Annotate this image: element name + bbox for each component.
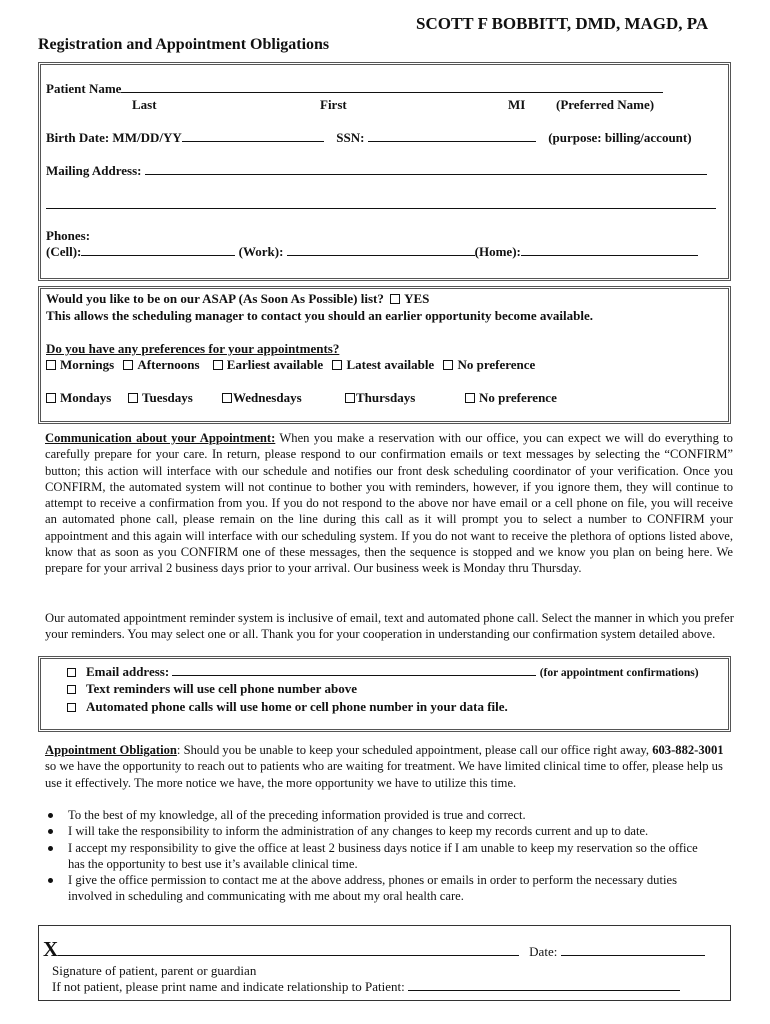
date-label: Date: (529, 944, 558, 959)
no-preference-time-checkbox[interactable] (443, 360, 453, 370)
pref-thursdays[interactable] (345, 390, 415, 406)
earliest-checkbox[interactable] (213, 360, 223, 370)
sub-label-mi: MI (508, 97, 526, 112)
no-preference-day-checkbox[interactable] (465, 393, 475, 403)
phone-reminder-row (67, 699, 508, 715)
sub-label-preferred: (Preferred Name) (556, 97, 655, 112)
pref-mornings[interactable] (46, 357, 114, 372)
email-note: (for appointment confirmations) (539, 667, 699, 679)
acknowledgement-item: I will take the responsibility to inform the administration of any changes to keep my records current and up to date. (45, 823, 715, 839)
pref-wednesdays[interactable] (222, 390, 302, 406)
afternoons-checkbox[interactable] (123, 360, 133, 370)
tuesdays-checkbox[interactable] (128, 393, 138, 403)
pref-tuesdays[interactable] (128, 390, 193, 406)
cell-phone-field[interactable] (81, 254, 235, 256)
patient-name-field[interactable] (121, 91, 663, 93)
cell-label: (Cell): (46, 244, 82, 259)
pref-no-preference-day[interactable] (465, 390, 557, 406)
relationship-field[interactable] (408, 989, 680, 991)
asap-yes-label: YES (404, 291, 430, 306)
text-reminder-checkbox[interactable] (67, 685, 76, 694)
sub-label-last: Last (132, 97, 157, 112)
signature-caption: Signature of patient, parent or guardian (52, 963, 257, 978)
ssn-label: SSN: (336, 130, 365, 145)
mailing-address-field-1[interactable] (145, 173, 707, 175)
obligation-rest: so we have the opportunity to reach out to patients who are waiting for treatment. We have limited clinical time to offer, please help us use it effectively. The more notice we have, the more opportunity we have to utilize this time. (45, 759, 723, 790)
acknowledgement-list (45, 807, 715, 905)
pref-latest[interactable] (332, 357, 434, 372)
home-phone-field[interactable] (521, 254, 698, 256)
office-phone: 603-882-3001 (652, 743, 724, 757)
mondays-label: Mondays (60, 390, 112, 405)
asap-question: Would you like to be on our ASAP (As Soon As Possible) list? (46, 291, 384, 306)
mailing-label: Mailing Address: (46, 163, 142, 178)
asap-explain: This allows the scheduling manager to contact you should an earlier opportunity become available. (46, 308, 593, 323)
preferences-heading: Do you have any preferences for your appointments? (46, 341, 340, 356)
signature-x-mark: X (43, 937, 59, 961)
wednesdays-label: Wednesdays (233, 390, 302, 405)
thursdays-checkbox[interactable] (345, 393, 355, 403)
mailing-address-field-2[interactable] (46, 208, 716, 209)
communication-heading: Communication about your Appointment: (45, 431, 276, 445)
pref-no-preference-time[interactable] (443, 357, 535, 372)
signature-row (43, 937, 705, 962)
practice-name: SCOTT F BOBBITT, DMD, MAGD, PA (416, 14, 709, 33)
birth-date-label: Birth Date: MM/DD/YY (46, 130, 182, 145)
latest-checkbox[interactable] (332, 360, 342, 370)
obligation-heading: Appointment Obligation (45, 743, 177, 757)
work-phone-field[interactable] (287, 254, 475, 256)
relationship-label: If not patient, please print name and indicate relationship to Patient: (52, 979, 405, 994)
phone-call-label: Automated phone calls will use home or cell phone number in your data file. (86, 699, 508, 714)
email-label: Email address: (86, 664, 170, 679)
signature-field[interactable] (58, 954, 519, 956)
no-preference-day-label: No preference (479, 390, 557, 405)
earliest-label: Earliest available (226, 357, 324, 372)
communication-paragraph (45, 430, 733, 577)
acknowledgement-item: To the best of my knowledge, all of the preceding information provided is true and correct. (45, 807, 715, 823)
email-checkbox[interactable] (67, 668, 76, 677)
patient-name-label: Patient Name (46, 81, 122, 96)
afternoons-label: Afternoons (137, 357, 200, 372)
sub-label-first: First (320, 97, 347, 112)
reminder-paragraph: Our automated appointment reminder system is inclusive of email, text and automated phone call. Select the manner in which you prefer your reminders. You may select one or all. Thank you for your cooperation in understanding our confirmation system detailed above. (45, 611, 734, 642)
acknowledgement-item: I accept my responsibility to give the office at least 2 business days notice if I am unable to keep my reservation so the office has the opportunity to best use it’s available clinical time. (45, 840, 715, 873)
text-reminder-row (67, 681, 357, 697)
home-label: (Home): (474, 244, 521, 259)
time-preference-row (46, 357, 535, 373)
email-address-field[interactable] (172, 674, 536, 676)
birth-date-field[interactable] (182, 140, 324, 142)
email-reminder-row (67, 664, 699, 680)
wednesdays-checkbox[interactable] (222, 393, 232, 403)
phone-call-checkbox[interactable] (67, 703, 76, 712)
thursdays-label: Thursdays (356, 390, 416, 405)
mornings-label: Mornings (60, 357, 115, 372)
date-field[interactable] (561, 954, 705, 956)
pref-afternoons[interactable] (123, 357, 199, 372)
communication-body: When you make a reservation with our office, you can expect we will do everything to carefully prepare for your care. In return, please respond to our confirmation emails or text messages by selecting the “CONFIRM” button; this action will interface with our schedule and notifies our front desk scheduling coordinator of your verification. Once you CONFIRM, the automated system will not continue to bother you with reminders, however, if you ignore them, they will continue to attempt to receive a confirmation from you. If you do not respond to the above nor have email or a cell phone on file, you will receive an automated phone call, please remain on the line during this call as it will prompt you to select a number to CONFIRM your appointment and this again will interface with our scheduling system. If you do not want to receive the plethora of options listed above, know that as soon as you CONFIRM one of these messages, then the sequence is stopped and we know you plan on being here. We prepare for your arrival 2 business days prior to your arrival. Our business week is Monday thru Thursday. (45, 431, 733, 576)
tuesdays-label: Tuesdays (142, 390, 193, 405)
phones-row (46, 244, 698, 260)
no-preference-time-label: No preference (457, 357, 536, 372)
acknowledgement-item: I give the office permission to contact me at the above address, phones or emails in order to perform the necessary duties involved in scheduling and communicating with me about my oral health care. (45, 872, 715, 905)
relationship-row (52, 979, 680, 995)
asap-row (46, 291, 429, 307)
obligation-intro: : Should you be unable to keep your scheduled appointment, please call our office right away, (176, 743, 653, 757)
latest-label: Latest available (346, 357, 435, 372)
ssn-purpose: (purpose: billing/account) (548, 130, 692, 145)
obligation-paragraph (45, 742, 735, 791)
text-reminder-label: Text reminders will use cell phone number above (86, 681, 357, 696)
phones-label: Phones: (46, 228, 91, 243)
ssn-field[interactable] (368, 140, 536, 142)
patient-name-row (46, 81, 663, 97)
pref-mondays[interactable] (46, 390, 111, 406)
mondays-checkbox[interactable] (46, 393, 56, 403)
mornings-checkbox[interactable] (46, 360, 56, 370)
pref-earliest[interactable] (213, 357, 323, 372)
form-title: Registration and Appointment Obligations (38, 36, 330, 53)
asap-yes-checkbox[interactable] (390, 294, 400, 304)
birth-ssn-row (46, 130, 692, 146)
mailing-row (46, 163, 707, 179)
work-label: (Work): (238, 244, 284, 259)
